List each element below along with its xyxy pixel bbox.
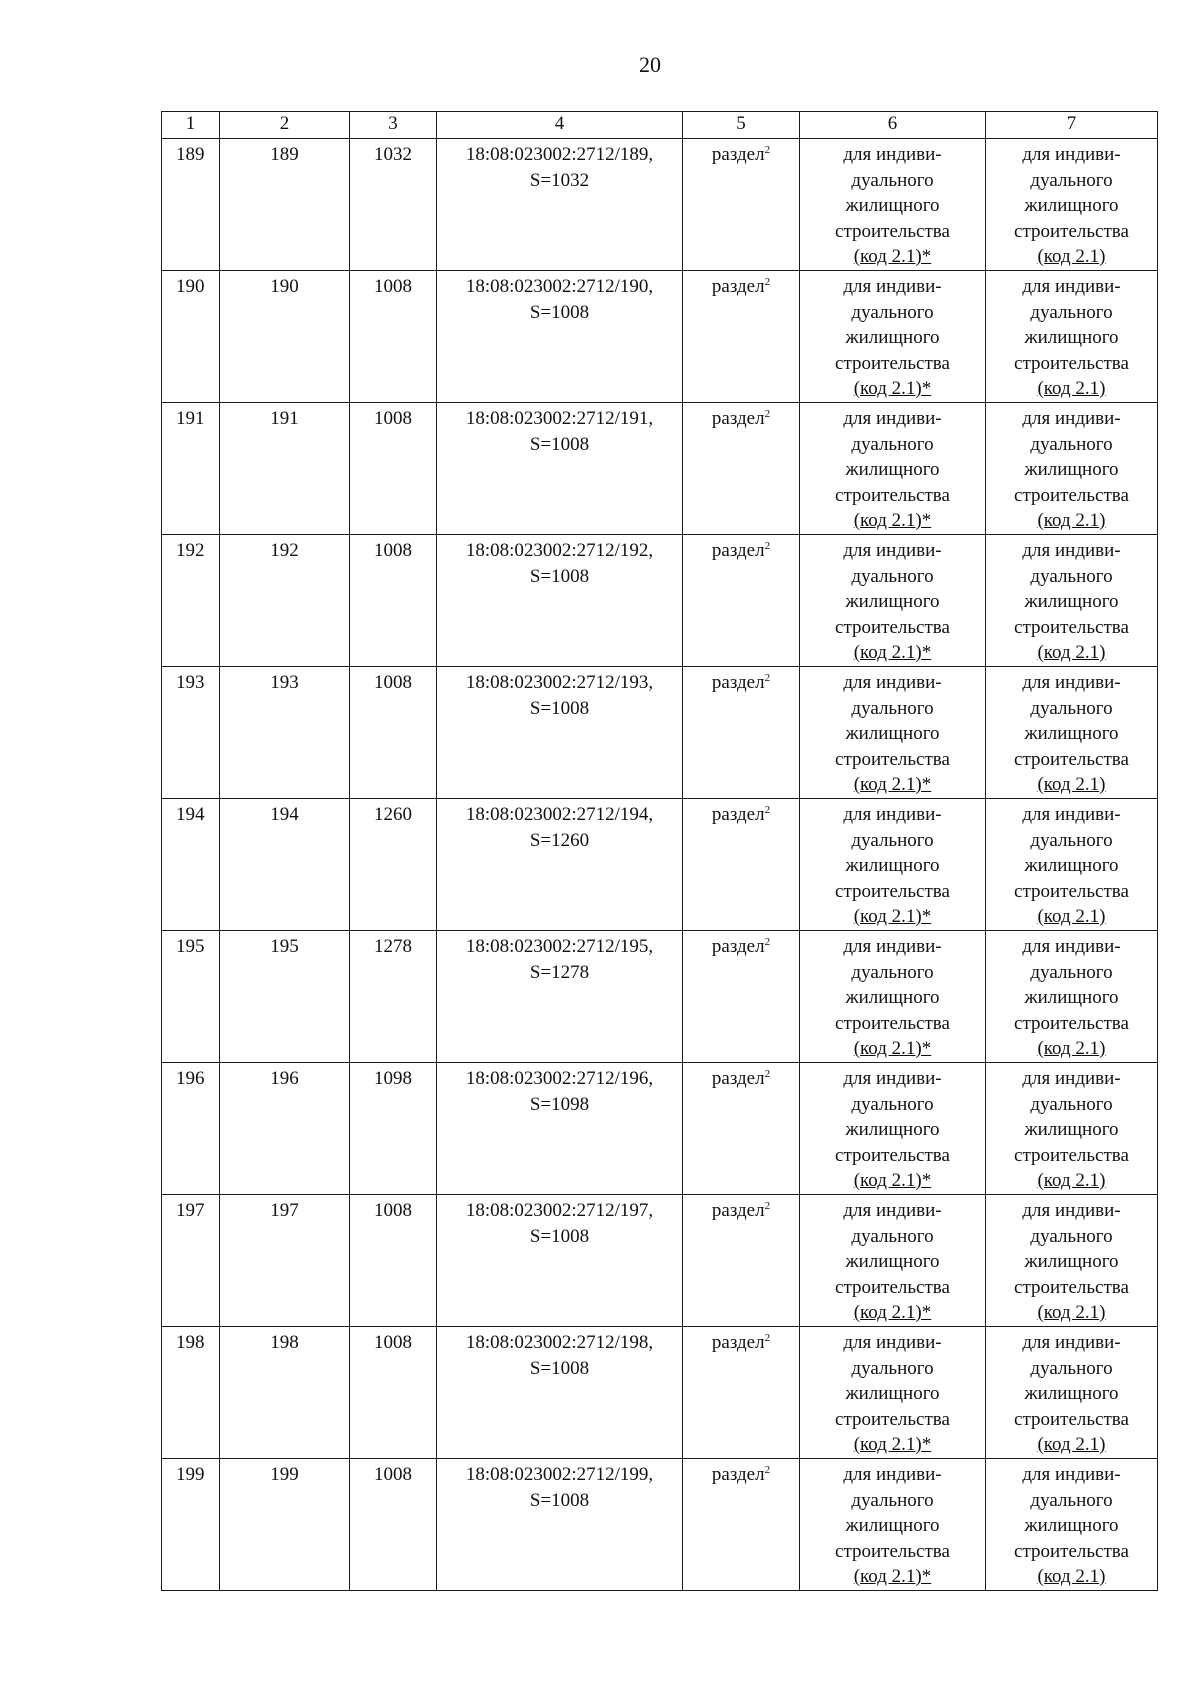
- permitted-use-line: дуального: [1030, 169, 1113, 191]
- permitted-use-cell: [986, 667, 1158, 799]
- permitted-use-line: (код 2.1)*: [853, 906, 932, 927]
- permitted-use-line: строительства: [835, 352, 950, 374]
- land-plot-table: [161, 111, 1158, 1591]
- permitted-use-cell: [986, 1459, 1158, 1591]
- permitted-use-line: для индиви-: [843, 276, 942, 297]
- permitted-use-line: (код 2.1): [1037, 906, 1106, 927]
- permitted-use-line: дуального: [851, 565, 934, 587]
- cadastral-number: 18:08:023002:2712/189,: [465, 144, 654, 165]
- permitted-use-line: жилищного: [1024, 987, 1119, 1008]
- table-row: [162, 271, 1158, 403]
- cadastral-area: S=1032: [529, 169, 590, 191]
- plot-area-cell: 1008: [350, 271, 437, 403]
- permitted-use-line: жилищного: [1024, 195, 1119, 216]
- plot-area-cell: 1008: [350, 667, 437, 799]
- footnote-marker: 2: [764, 276, 771, 288]
- permitted-use-line: строительства: [835, 1540, 950, 1562]
- permitted-use-line: дуального: [1030, 301, 1113, 323]
- footnote-marker: 2: [764, 144, 771, 156]
- permitted-use-cell: [800, 271, 986, 403]
- plot-area-cell: 1260: [350, 799, 437, 931]
- permitted-use-line: (код 2.1): [1037, 378, 1106, 399]
- row-number-cell: 191: [162, 403, 220, 535]
- cadastral-area: S=1008: [529, 1357, 590, 1379]
- permitted-use-cell: [986, 139, 1158, 271]
- cadastral-cell: [437, 931, 683, 1063]
- table-row: [162, 403, 1158, 535]
- permitted-use-line: для индиви-: [843, 1068, 942, 1089]
- page-number: 20: [639, 52, 661, 77]
- permitted-use-line: для индиви-: [1022, 144, 1121, 165]
- permitted-use-line: дуального: [1030, 1489, 1113, 1511]
- method-cell: [683, 139, 800, 271]
- permitted-use-line: дуального: [851, 1093, 934, 1115]
- table-row: [162, 1063, 1158, 1195]
- permitted-use-line: дуального: [851, 301, 934, 323]
- table-row: [162, 931, 1158, 1063]
- permitted-use-line: строительства: [1014, 616, 1129, 638]
- permitted-use-line: строительства: [835, 220, 950, 242]
- permitted-use-line: для индиви-: [843, 540, 942, 561]
- permitted-use-line: дуального: [851, 697, 934, 719]
- permitted-use-line: (код 2.1): [1037, 642, 1106, 663]
- cadastral-area: S=1008: [529, 697, 590, 719]
- permitted-use-cell: [800, 139, 986, 271]
- cadastral-cell: [437, 1459, 683, 1591]
- cadastral-cell: [437, 799, 683, 931]
- permitted-use-line: жилищного: [845, 1251, 940, 1272]
- cadastral-cell: [437, 535, 683, 667]
- plot-number-cell: 194: [220, 799, 350, 931]
- permitted-use-line: строительства: [835, 616, 950, 638]
- plot-number-cell: 195: [220, 931, 350, 1063]
- permitted-use-cell: [986, 1063, 1158, 1195]
- plot-number-cell: 198: [220, 1327, 350, 1459]
- row-number-cell: 199: [162, 1459, 220, 1591]
- cadastral-number: 18:08:023002:2712/198,: [465, 1332, 654, 1353]
- permitted-use-line: дуального: [1030, 1093, 1113, 1115]
- permitted-use-cell: [986, 799, 1158, 931]
- permitted-use-line: для индиви-: [1022, 936, 1121, 957]
- footnote-marker: 2: [764, 1332, 771, 1344]
- row-number-cell: 190: [162, 271, 220, 403]
- method-text: раздел: [711, 1464, 765, 1485]
- plot-area-cell: 1278: [350, 931, 437, 1063]
- permitted-use-line: строительства: [835, 748, 950, 770]
- permitted-use-line: жилищного: [1024, 327, 1119, 348]
- permitted-use-line: для индиви-: [1022, 1068, 1121, 1089]
- plot-area-cell: 1008: [350, 1195, 437, 1327]
- permitted-use-line: жилищного: [1024, 723, 1119, 744]
- permitted-use-line: дуального: [1030, 961, 1113, 983]
- method-text: раздел: [711, 804, 765, 825]
- permitted-use-line: строительства: [1014, 880, 1129, 902]
- permitted-use-cell: [800, 931, 986, 1063]
- footnote-marker: 2: [764, 408, 771, 420]
- permitted-use-cell: [800, 1459, 986, 1591]
- permitted-use-line: для индиви-: [1022, 1200, 1121, 1221]
- permitted-use-line: жилищного: [845, 195, 940, 216]
- method-text: раздел: [711, 1200, 765, 1221]
- column-header: 7: [986, 112, 1158, 139]
- table-row: [162, 139, 1158, 271]
- footnote-marker: 2: [764, 1068, 771, 1080]
- permitted-use-line: жилищного: [1024, 459, 1119, 480]
- cadastral-area: S=1278: [529, 961, 590, 983]
- footnote-marker: 2: [764, 540, 771, 552]
- permitted-use-cell: [986, 403, 1158, 535]
- permitted-use-line: дуального: [851, 1225, 934, 1247]
- permitted-use-line: для индиви-: [843, 672, 942, 693]
- plot-area-cell: 1008: [350, 403, 437, 535]
- cadastral-cell: [437, 1327, 683, 1459]
- permitted-use-line: (код 2.1): [1037, 1434, 1106, 1455]
- permitted-use-cell: [986, 931, 1158, 1063]
- permitted-use-cell: [986, 1327, 1158, 1459]
- permitted-use-line: дуального: [1030, 829, 1113, 851]
- permitted-use-line: строительства: [1014, 352, 1129, 374]
- method-cell: [683, 1195, 800, 1327]
- column-header: 1: [162, 112, 220, 139]
- permitted-use-cell: [986, 271, 1158, 403]
- cadastral-number: 18:08:023002:2712/195,: [465, 936, 654, 957]
- permitted-use-line: жилищного: [845, 855, 940, 876]
- row-number-cell: 195: [162, 931, 220, 1063]
- permitted-use-line: для индиви-: [1022, 804, 1121, 825]
- permitted-use-line: жилищного: [1024, 855, 1119, 876]
- method-text: раздел: [711, 408, 765, 429]
- cadastral-cell: [437, 139, 683, 271]
- cadastral-number: 18:08:023002:2712/196,: [465, 1068, 654, 1089]
- cadastral-number: 18:08:023002:2712/190,: [465, 276, 654, 297]
- permitted-use-line: для индиви-: [1022, 408, 1121, 429]
- permitted-use-line: для индиви-: [1022, 672, 1121, 693]
- cadastral-number: 18:08:023002:2712/193,: [465, 672, 654, 693]
- plot-area-cell: 1008: [350, 1327, 437, 1459]
- permitted-use-line: строительства: [835, 1408, 950, 1430]
- permitted-use-line: дуального: [1030, 697, 1113, 719]
- permitted-use-cell: [800, 1195, 986, 1327]
- permitted-use-line: строительства: [1014, 1276, 1129, 1298]
- footnote-marker: 2: [764, 1464, 771, 1476]
- permitted-use-line: (код 2.1)*: [853, 510, 932, 531]
- permitted-use-line: для индиви-: [1022, 540, 1121, 561]
- permitted-use-line: жилищного: [1024, 591, 1119, 612]
- method-cell: [683, 799, 800, 931]
- column-header: 3: [350, 112, 437, 139]
- permitted-use-line: жилищного: [845, 327, 940, 348]
- permitted-use-line: (код 2.1): [1037, 246, 1106, 267]
- permitted-use-line: (код 2.1): [1037, 1170, 1106, 1191]
- footnote-marker: 2: [764, 672, 771, 684]
- method-cell: [683, 1063, 800, 1195]
- permitted-use-line: строительства: [835, 880, 950, 902]
- permitted-use-line: для индиви-: [843, 1464, 942, 1485]
- table-row: [162, 1327, 1158, 1459]
- permitted-use-line: строительства: [835, 1276, 950, 1298]
- cadastral-number: 18:08:023002:2712/199,: [465, 1464, 654, 1485]
- permitted-use-cell: [800, 535, 986, 667]
- row-number-cell: 197: [162, 1195, 220, 1327]
- permitted-use-line: жилищного: [845, 1515, 940, 1536]
- plot-number-cell: 199: [220, 1459, 350, 1591]
- permitted-use-line: (код 2.1)*: [853, 1038, 932, 1059]
- cadastral-cell: [437, 403, 683, 535]
- method-cell: [683, 931, 800, 1063]
- permitted-use-line: для индиви-: [843, 1200, 942, 1221]
- method-cell: [683, 1459, 800, 1591]
- cadastral-area: S=1008: [529, 433, 590, 455]
- method-cell: [683, 667, 800, 799]
- permitted-use-line: (код 2.1): [1037, 1038, 1106, 1059]
- cadastral-cell: [437, 1195, 683, 1327]
- cadastral-area: S=1008: [529, 301, 590, 323]
- permitted-use-cell: [986, 535, 1158, 667]
- permitted-use-line: жилищного: [845, 591, 940, 612]
- cadastral-area: S=1008: [529, 565, 590, 587]
- plot-number-cell: 193: [220, 667, 350, 799]
- table-row: [162, 1459, 1158, 1591]
- plot-area-cell: 1032: [350, 139, 437, 271]
- cadastral-cell: [437, 667, 683, 799]
- permitted-use-cell: [800, 1063, 986, 1195]
- method-text: раздел: [711, 144, 765, 165]
- permitted-use-cell: [800, 403, 986, 535]
- permitted-use-line: дуального: [851, 1357, 934, 1379]
- method-text: раздел: [711, 1068, 765, 1089]
- cadastral-number: 18:08:023002:2712/194,: [465, 804, 654, 825]
- footnote-marker: 2: [764, 936, 771, 948]
- plot-number-cell: 197: [220, 1195, 350, 1327]
- permitted-use-line: строительства: [1014, 1012, 1129, 1034]
- permitted-use-line: строительства: [1014, 1540, 1129, 1562]
- cadastral-cell: [437, 1063, 683, 1195]
- permitted-use-line: жилищного: [845, 987, 940, 1008]
- plot-number-cell: 191: [220, 403, 350, 535]
- permitted-use-line: (код 2.1)*: [853, 642, 932, 663]
- row-number-cell: 198: [162, 1327, 220, 1459]
- cadastral-area: S=1098: [529, 1093, 590, 1115]
- permitted-use-line: строительства: [1014, 220, 1129, 242]
- header-row: [162, 112, 1158, 139]
- permitted-use-line: для индиви-: [1022, 1464, 1121, 1485]
- permitted-use-line: дуального: [1030, 433, 1113, 455]
- row-number-cell: 193: [162, 667, 220, 799]
- permitted-use-line: (код 2.1)*: [853, 378, 932, 399]
- permitted-use-cell: [986, 1195, 1158, 1327]
- permitted-use-line: дуального: [851, 169, 934, 191]
- permitted-use-line: жилищного: [845, 459, 940, 480]
- table-row: [162, 667, 1158, 799]
- cadastral-number: 18:08:023002:2712/192,: [465, 540, 654, 561]
- permitted-use-line: (код 2.1)*: [853, 1170, 932, 1191]
- permitted-use-cell: [800, 1327, 986, 1459]
- permitted-use-cell: [800, 799, 986, 931]
- permitted-use-line: дуального: [1030, 1357, 1113, 1379]
- permitted-use-line: строительства: [1014, 484, 1129, 506]
- row-number-cell: 194: [162, 799, 220, 931]
- method-text: раздел: [711, 672, 765, 693]
- method-text: раздел: [711, 540, 765, 561]
- column-header: 5: [683, 112, 800, 139]
- plot-number-cell: 192: [220, 535, 350, 667]
- permitted-use-line: жилищного: [845, 1383, 940, 1404]
- permitted-use-line: (код 2.1)*: [853, 246, 932, 267]
- permitted-use-line: дуального: [851, 433, 934, 455]
- permitted-use-line: для индиви-: [1022, 1332, 1121, 1353]
- footnote-marker: 2: [764, 1200, 771, 1212]
- permitted-use-line: для индиви-: [843, 408, 942, 429]
- permitted-use-line: жилищного: [1024, 1383, 1119, 1404]
- permitted-use-line: для индиви-: [843, 1332, 942, 1353]
- permitted-use-line: строительства: [1014, 748, 1129, 770]
- method-text: раздел: [711, 1332, 765, 1353]
- permitted-use-line: строительства: [1014, 1144, 1129, 1166]
- plot-area-cell: 1098: [350, 1063, 437, 1195]
- permitted-use-line: для индиви-: [1022, 276, 1121, 297]
- table-row: [162, 1195, 1158, 1327]
- method-cell: [683, 403, 800, 535]
- footnote-marker: 2: [764, 804, 771, 816]
- row-number-cell: 196: [162, 1063, 220, 1195]
- permitted-use-line: строительства: [835, 1012, 950, 1034]
- permitted-use-line: (код 2.1): [1037, 1566, 1106, 1587]
- cadastral-number: 18:08:023002:2712/197,: [465, 1200, 654, 1221]
- permitted-use-line: строительства: [835, 484, 950, 506]
- cadastral-number: 18:08:023002:2712/191,: [465, 408, 654, 429]
- cadastral-area: S=1260: [529, 829, 590, 851]
- method-text: раздел: [711, 936, 765, 957]
- permitted-use-line: жилищного: [845, 1119, 940, 1140]
- table-row: [162, 799, 1158, 931]
- plot-area-cell: 1008: [350, 1459, 437, 1591]
- permitted-use-line: (код 2.1)*: [853, 1566, 932, 1587]
- permitted-use-line: строительства: [835, 1144, 950, 1166]
- permitted-use-line: строительства: [1014, 1408, 1129, 1430]
- permitted-use-cell: [800, 667, 986, 799]
- plot-number-cell: 189: [220, 139, 350, 271]
- permitted-use-line: жилищного: [1024, 1251, 1119, 1272]
- permitted-use-line: жилищного: [1024, 1119, 1119, 1140]
- cadastral-cell: [437, 271, 683, 403]
- permitted-use-line: (код 2.1): [1037, 1302, 1106, 1323]
- method-text: раздел: [711, 276, 765, 297]
- column-header: 2: [220, 112, 350, 139]
- method-cell: [683, 1327, 800, 1459]
- cadastral-area: S=1008: [529, 1225, 590, 1247]
- permitted-use-line: жилищного: [1024, 1515, 1119, 1536]
- column-header: 6: [800, 112, 986, 139]
- cadastral-area: S=1008: [529, 1489, 590, 1511]
- method-cell: [683, 535, 800, 667]
- method-cell: [683, 271, 800, 403]
- plot-number-cell: 190: [220, 271, 350, 403]
- permitted-use-line: (код 2.1)*: [853, 774, 932, 795]
- permitted-use-line: дуального: [851, 829, 934, 851]
- permitted-use-line: дуального: [851, 961, 934, 983]
- permitted-use-line: дуального: [1030, 1225, 1113, 1247]
- row-number-cell: 189: [162, 139, 220, 271]
- column-header: 4: [437, 112, 683, 139]
- plot-number-cell: 196: [220, 1063, 350, 1195]
- plot-area-cell: 1008: [350, 535, 437, 667]
- permitted-use-line: дуального: [851, 1489, 934, 1511]
- permitted-use-line: для индиви-: [843, 936, 942, 957]
- table-row: [162, 535, 1158, 667]
- table-body: [162, 139, 1158, 1591]
- permitted-use-line: дуального: [1030, 565, 1113, 587]
- row-number-cell: 192: [162, 535, 220, 667]
- permitted-use-line: для индиви-: [843, 804, 942, 825]
- permitted-use-line: жилищного: [845, 723, 940, 744]
- permitted-use-line: для индиви-: [843, 144, 942, 165]
- permitted-use-line: (код 2.1)*: [853, 1302, 932, 1323]
- permitted-use-line: (код 2.1): [1037, 510, 1106, 531]
- permitted-use-line: (код 2.1)*: [853, 1434, 932, 1455]
- permitted-use-line: (код 2.1): [1037, 774, 1106, 795]
